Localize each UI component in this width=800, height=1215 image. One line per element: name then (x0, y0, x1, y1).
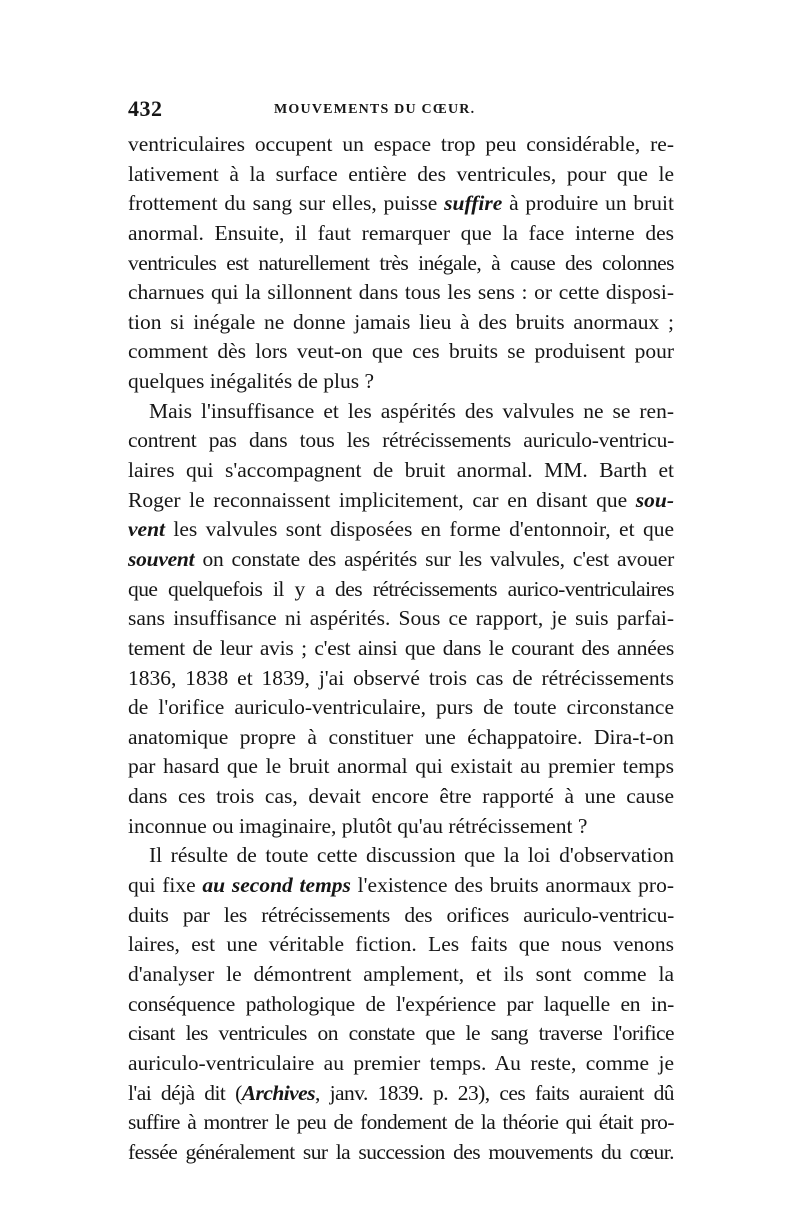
text-run: , janv. 1839. p. 23), ces faits auraient dû (314, 1080, 674, 1105)
text-run: les valvules sont disposées en forme d'entonnoir, et que (165, 517, 674, 542)
text-line (128, 456, 674, 486)
text-line (128, 515, 674, 545)
text-line (128, 960, 674, 990)
italic-text-run: vent (128, 517, 166, 542)
text-run: anatomique propre à constituer une échappatoire. Dira-t-on (128, 724, 674, 749)
text-run: charnues qui la sillonnent dans tous les sens : or cette disposi- (128, 280, 674, 305)
text-run: Il résulte de toute cette discussion que la loi d'observation (149, 843, 674, 868)
text-run: 1836, 1838 et 1839, j'ai observé trois cas de rétrécissements (128, 665, 674, 690)
text-run: comment dès lors veut-on que ces bruits se produisent pour (128, 339, 674, 364)
text-run: cisant les ventricules on constate que le sang traverse l'orifice (128, 1021, 674, 1046)
text-run: l'ai déjà dit ( (128, 1080, 242, 1105)
text-line (128, 1108, 674, 1138)
italic-text-run: souvent (128, 546, 195, 571)
text-run: duits par les rétrécissements des orifices auriculo-ventricu- (128, 902, 674, 927)
text-line (128, 1138, 674, 1168)
text-line (128, 634, 674, 664)
text-line (128, 308, 674, 338)
italic-text-run: suffire (444, 191, 503, 216)
text-line (128, 871, 674, 901)
text-line (128, 1049, 674, 1079)
text-run: frottement du sang sur elles, puisse (128, 191, 445, 216)
text-line (128, 990, 674, 1020)
text-run: ventricules est naturellement très inégale, à cause des colonnes (128, 250, 674, 275)
text-run: suffire à montrer le peu de fondement de la théorie qui était pro- (128, 1110, 674, 1135)
text-line (128, 752, 674, 782)
text-line (128, 337, 674, 367)
text-line (128, 1079, 674, 1109)
text-run: ventriculaires occupent un espace trop peu considérable, re- (128, 132, 674, 156)
text-line (128, 841, 674, 871)
text-run: l'existence des bruits anormaux pro- (350, 873, 674, 898)
text-run: Roger le reconnaissent implicitement, car en disant que (128, 487, 636, 512)
text-line (128, 160, 674, 190)
text-run: Mais l'insuffisance et les aspérités des valvules ne se ren- (149, 398, 674, 423)
text-run: d'analyser le démontrent amplement, et ils sont comme la (128, 961, 674, 986)
text-line (128, 278, 674, 308)
text-run: lativement à la surface entière des ventricules, pour que le (128, 161, 674, 186)
text-run: auriculo-ventriculaire au premier temps. Au reste, comme je (128, 1050, 674, 1075)
text-run: dans ces trois cas, devait encore être rapporté à une cause (128, 784, 674, 809)
text-run: tement de leur avis ; c'est ainsi que dans le courant des années (128, 635, 674, 660)
text-run: à produire un bruit (502, 191, 674, 216)
text-run: conséquence pathologique de l'expérience par laquelle en in- (128, 991, 674, 1016)
text-line (128, 426, 674, 456)
text-line (128, 397, 674, 427)
text-run: contrent pas dans tous les rétrécissements auriculo-ventricu- (128, 428, 674, 453)
text-run: quelques inégalités de plus ? (128, 369, 374, 394)
text-run: laires qui s'accompagnent de bruit anormal. MM. Barth et (128, 458, 674, 483)
text-line (128, 219, 674, 249)
text-run: anormal. Ensuite, il faut remarquer que la face interne des (128, 220, 674, 245)
running-head (128, 96, 674, 126)
text-run: tion si inégale ne donne jamais lieu à des bruits anormaux ; (128, 309, 674, 334)
italic-text-run: sou- (635, 487, 674, 512)
text-line (128, 782, 674, 812)
text-line (128, 812, 674, 842)
running-title: MOUVEMENTS DU CŒUR. (274, 102, 476, 117)
text-line (128, 664, 674, 694)
italic-text-run: au second temps (202, 873, 351, 898)
text-line (128, 1019, 674, 1049)
text-line (128, 130, 674, 160)
text-line (128, 604, 674, 634)
text-run: on constate des aspérités sur les valvules, c'est avouer (194, 546, 674, 571)
text-line (128, 189, 674, 219)
page-number: 432 (128, 96, 163, 121)
text-line (128, 249, 674, 279)
body-text (128, 130, 674, 1167)
text-line (128, 723, 674, 753)
text-line (128, 545, 674, 575)
text-run: inconnue ou imaginaire, plutôt qu'au rétrécissement ? (128, 813, 588, 838)
text-line (128, 367, 674, 397)
text-line (128, 575, 674, 605)
text-run: laires, est une véritable fiction. Les faits que nous venons (128, 932, 674, 957)
italic-text-run: Archives (241, 1080, 315, 1105)
text-run: de l'orifice auriculo-ventriculaire, purs de toute circonstance (128, 695, 674, 720)
text-line (128, 693, 674, 723)
text-line (128, 901, 674, 931)
text-run: qui fixe (128, 873, 203, 898)
text-line (128, 930, 674, 960)
text-line (128, 486, 674, 516)
text-run: que quelquefois il y a des rétrécissements aurico-ventriculaires (128, 576, 674, 601)
text-run: fessée généralement sur la succession des mouvements du cœur. (128, 1139, 674, 1164)
text-run: par hasard que le bruit anormal qui existait au premier temps (128, 754, 674, 779)
text-run: sans insuffisance ni aspérités. Sous ce rapport, je suis parfai- (128, 606, 674, 631)
